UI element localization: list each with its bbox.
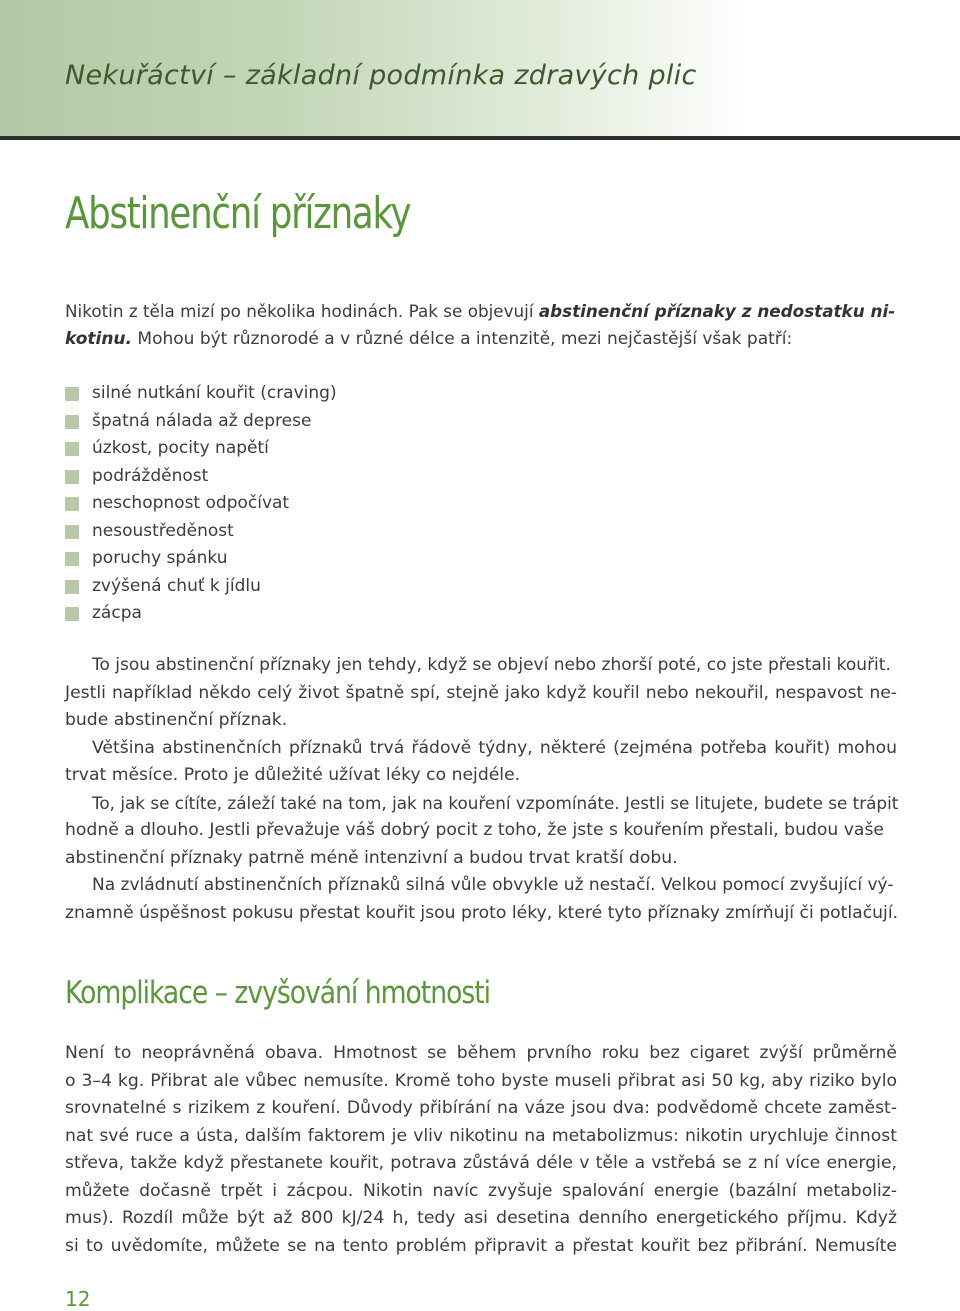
section-heading-abstinence: Abstinenční příznaky (65, 188, 411, 239)
symptoms-list (65, 380, 337, 628)
list-item: poruchy spánku (65, 545, 337, 573)
text-line: o 3–4 kg. Přibrat ale vůbec nemusíte. Kromě toho byste museli přibrat asi 50 kg, aby riziko bylo (65, 1070, 897, 1091)
intro-line-1: Nikotin z těla mizí po několika hodinách. Pak se objevují abstinenční příznaky z nedostatku ni- (65, 301, 896, 321)
text-line: Na zvládnutí abstinenčních příznaků silná vůle obvykle už nestačí. Velkou pomocí zvyšující vý- (92, 875, 894, 895)
text-line: srovnatelné s rizikem z kouření. Důvody přibírání na váze jsou dva: podvědomě chcete zaměst- (65, 1098, 897, 1118)
list-item: úzkost, pocity napětí (65, 435, 337, 463)
intro-line-2: kotinu. Mohou být různorodé a v různé délce a intenzitě, mezi nejčastější však patří: (65, 328, 793, 349)
text-line: střeva, takže když přestanete kouřit, potrava zůstává déle v těle a vstřebá se z ní více energie, (65, 1153, 897, 1173)
text-line: si to uvědomíte, můžete se na tento problém připravit a přestat kouřit bez přibrání. Nemusíte (65, 1235, 897, 1256)
list-item: neschopnost odpočívat (65, 490, 337, 518)
text-line: znamně úspěšnost pokusu přestat kouřit jsou proto léky, které tyto příznaky zmírňují či potlačují. (65, 902, 899, 923)
running-title: Nekuřáctví – základní podmínka zdravých plic (65, 60, 697, 91)
square-bullet-icon (65, 415, 79, 429)
square-bullet-icon (65, 552, 79, 566)
square-bullet-icon (65, 442, 79, 456)
text-line: bude abstinenční příznak. (65, 710, 288, 730)
page-number: 12 (65, 1287, 91, 1311)
text-line: můžete dočasně trpět i zácpou. Nikotin navíc zvyšuje spalování energie (bazální metaboliz- (65, 1180, 897, 1201)
weight-gain-body-text (65, 1040, 897, 1260)
text-line: Většina abstinenčních příznaků trvá řádově týdny, některé (zejména potřeba kouřit) mohou (92, 737, 897, 758)
list-item: podrážděnost (65, 463, 337, 491)
list-item: špatná nálada až deprese (65, 408, 337, 436)
text-line: Není to neoprávněná obava. Hmotnost se během prvního roku bez cigaret zvýší průměrně (65, 1043, 897, 1063)
header-divider (0, 136, 960, 140)
intro-paragraph (65, 298, 897, 353)
square-bullet-icon (65, 497, 79, 511)
text-line: To, jak se cítíte, záleží také na tom, jak na kouření vzpomínáte. Jestli se litujete, budete se trápit (92, 792, 899, 813)
abstinence-body-text (65, 652, 897, 927)
square-bullet-icon (65, 387, 79, 401)
text-line: hodně a dlouho. Jestli převažuje váš dobrý pocit z toho, že jste s kouřením přestali, budou vaše (65, 820, 884, 840)
list-item: silné nutkání kouřit (craving) (65, 380, 337, 408)
text-line: Jestli například někdo celý život špatně spí, stejně jako když kouřil nebo nekouřil, nespavost ne- (65, 682, 897, 703)
list-item: zácpa (65, 600, 337, 628)
section-heading-weight-gain: Komplikace – zvyšování hmotnosti (65, 975, 491, 1011)
square-bullet-icon (65, 607, 79, 621)
list-item: zvýšená chuť k jídlu (65, 573, 337, 601)
text-line: nat své ruce a ústa, dalším faktorem je vliv nikotinu na metabolizmus: nikotin urychluje činnost (65, 1125, 897, 1146)
text-line: mus). Rozdíl může být až 800 kJ/24 h, tedy asi desetina denního energetického příjmu. Když (65, 1208, 897, 1228)
list-item: nesoustředěnost (65, 518, 337, 546)
square-bullet-icon (65, 580, 79, 594)
text-line: abstinenční příznaky patrně méně intenzivní a budou trvat kratší dobu. (65, 847, 678, 868)
square-bullet-icon (65, 525, 79, 539)
text-line: trvat měsíce. Proto je důležité užívat léky co nejdéle. (65, 765, 521, 785)
text-line: To jsou abstinenční příznaky jen tehdy, když se objeví nebo zhorší poté, co jste přestali kouřit. (92, 655, 891, 675)
square-bullet-icon (65, 470, 79, 484)
